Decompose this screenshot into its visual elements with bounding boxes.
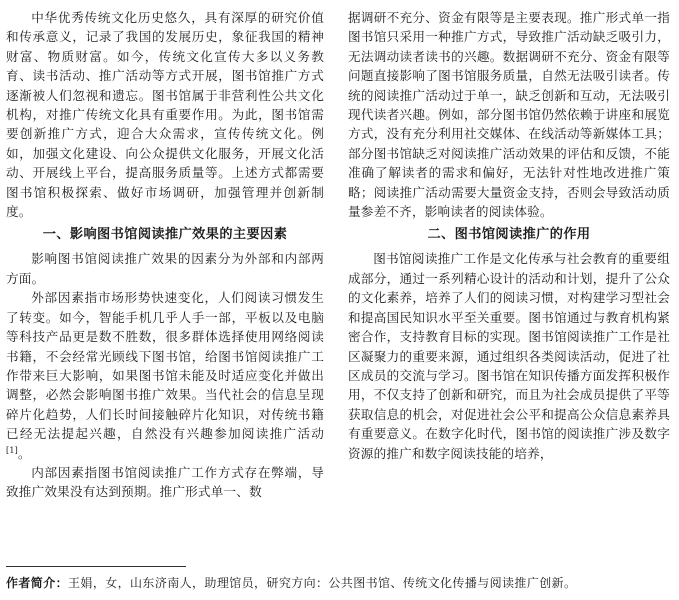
left-column <box>6 8 324 502</box>
citation-marker: [1] <box>6 445 18 455</box>
footnote-label: 作者简介： <box>6 576 69 590</box>
internal-factors-paragraph: 内部因素指图书馆阅读推广工作方式存在弊端，导致推广效果没有达到预期。推广形式单一、数 <box>6 464 324 500</box>
author-footnote <box>6 574 671 592</box>
external-factors-text: 外部因素指市场形势快速变化，人们阅读习惯发生了转变。如今，智能手机几乎人手一部，平板以及电脑等科技产品更是数不胜数，很多群体选择使用网络阅读书籍，不会经常光顾线下图书馆，给图书馆阅读推广工作带来巨大影响，如果图书馆未能及时适应变化并做出调整，必然会影响图书推广效果。当代社会的信息呈现碎片化趋势，人们长时间接触碎片化知识，对传统书籍已经无法提起兴趣，自然没有兴趣参加阅读推广活动 <box>6 290 324 442</box>
role-paragraph: 图书馆阅读推广工作是文化传承与社会教育的重要组成部分，通过一系列精心设计的活动和计划，提升了公众的文化素养，培养了人们的阅读习惯，对构建学习型社会和提高国民知识水平至关重要。图书馆通过与教育机构紧密合作，支持教育目标的实现。图书馆阅读推广工作是社区凝聚力的重要来源，通过组织各类阅读活动，促进了社区成员的交流与学习。图书馆在知识传播方面发挥积极作用，不仅支持了创新和研究，而且为社会成员提供了平等获取信息的机会，对促进社会公平和提高公众信息素养具有重要意义。在数字化时代，图书馆的阅读推广涉及数字资源的推广和数字阅读技能的培养， <box>348 251 670 461</box>
external-factors-end: 。 <box>17 445 31 461</box>
internal-factors-continued-paragraph: 据调研不充分、资金有限等是主要表现。推广形式单一指图书馆只采用一种推广方式，导致推广活动缺乏吸引力，无法调动读者读书的兴趣。数据调研不充分、资金有限等问题直接影响了图书馆服务质量，自然无法吸引读者。传统的阅读推广活动过于单一，缺乏创新和互动，无法吸引现代读者兴趣。例如，部分图书馆仍然依赖于讲座和展览方式，没有充分利用社交媒体、在线活动等新媒体工具；部分图书馆缺乏对阅读推广活动效果的评估和反馈，不能准确了解读者的需求和偏好，无法针对性地改进推广策略；阅读推广活动需要大量资金支持，否则会导致活动质量参差不齐，影响读者的阅读体验。 <box>348 10 670 220</box>
footnote-divider <box>6 566 186 567</box>
right-column <box>348 8 670 463</box>
intro-paragraph: 中华优秀传统文化历史悠久，具有深厚的研究价值和传承意义，记录了我国的发展历史，象征我国的精神财富、物质财富。如今，传统文化宣传大多以义务教育、读书活动、推广活动等方式开展，图书馆推广方式逐渐被人们忽视和遗忘。图书馆属于非营利性公共文化机构，对推广传统文化具有重要作用。为此，图书馆需要创新推广方式，迎合大众需求，宣传传统文化。例如，加强文化建设、向公众提供文化服务，开展文化活动、开展线上平台，提高服务质量等。上述方式都需要图书馆积极探索、做好市场调研，加强管理并创新制度。 <box>6 10 324 220</box>
external-factors-paragraph <box>6 288 324 463</box>
footnote-text: 王娟，女，山东济南人，助理馆员，研究方向：公共图书馆、传统文化传播与阅读推广创新。 <box>68 576 577 590</box>
factors-overview-paragraph: 影响图书馆阅读推广效果的因素分为外部和内部两方面。 <box>6 251 324 286</box>
section-heading-factors: 一、影响图书馆阅读推广效果的主要因素 <box>42 227 288 243</box>
section-heading-role: 二、图书馆阅读推广的作用 <box>427 227 591 243</box>
